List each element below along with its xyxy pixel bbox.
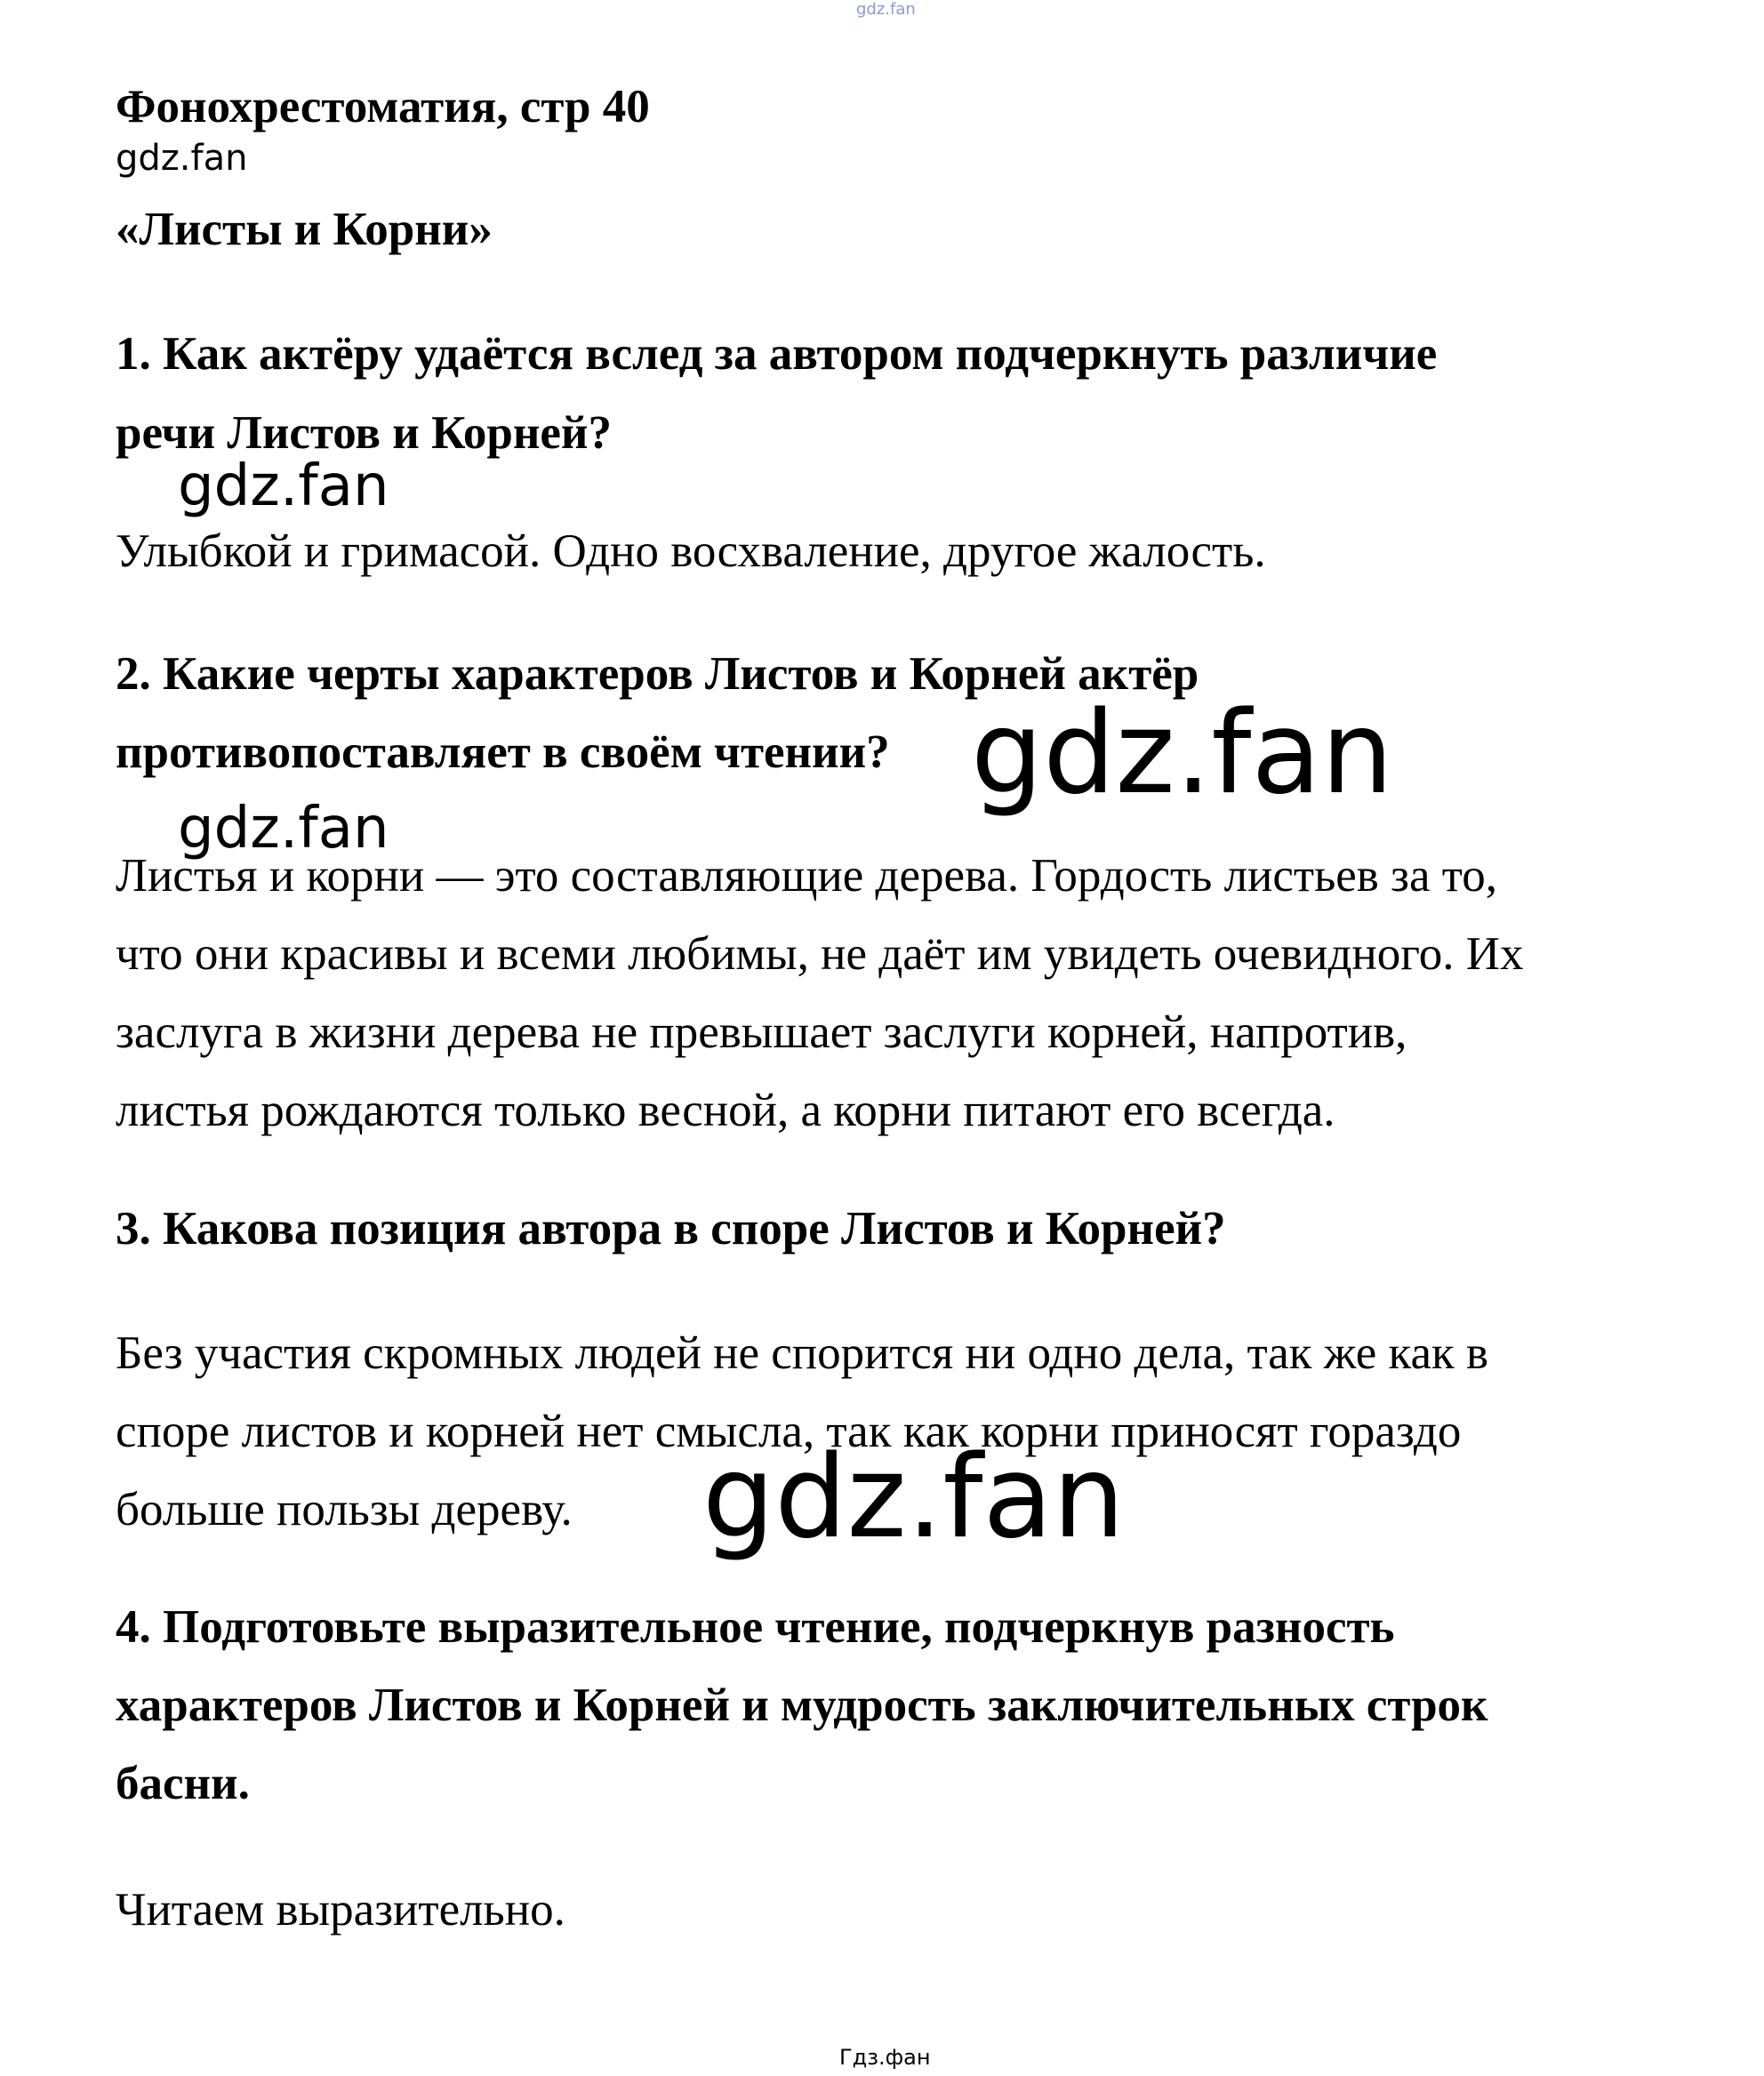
question-4-line-1: 4. Подготовьте выразительное чтение, подчеркнув разность	[116, 1601, 1395, 1653]
question-2-line-2: противопоставляет в своём чтении?	[116, 726, 890, 778]
watermark-under-title: gdz.fan	[116, 138, 248, 179]
question-3-line-1: 3. Какова позиция автора в споре Листов и Корней?	[116, 1203, 1226, 1254]
watermark-after-q2-small: gdz.fan	[178, 796, 389, 862]
watermark-top: gdz.fan	[856, 0, 916, 19]
page-title: Фонохрестоматия, стр 40	[116, 81, 650, 132]
question-4-line-3: басни.	[116, 1758, 250, 1809]
answer-2-line-1: Листья и корни — это составляющие дерева. Гордость листьев за то,	[116, 850, 1497, 902]
answer-4-line-1: Читаем выразительно.	[116, 1884, 565, 1936]
question-1-line-1: 1. Как актёру удаётся вслед за автором подчеркнуть различие	[116, 328, 1438, 380]
question-4-line-2: характеров Листов и Корней и мудрость заключительных строк	[116, 1679, 1488, 1731]
watermark-after-q2-big: gdz.fan	[971, 687, 1393, 820]
watermark-answer-3-big: gdz.fan	[702, 1431, 1125, 1564]
watermark-after-q1: gdz.fan	[178, 453, 389, 519]
question-2-line-1: 2. Какие черты характеров Листов и Корней актёр	[116, 648, 1199, 700]
question-1-line-2: речи Листов и Корней?	[116, 407, 612, 459]
page-subtitle: «Листы и Корни»	[116, 204, 493, 255]
answer-3-line-3: больше пользы дереву.	[116, 1484, 573, 1535]
answer-2-line-3: заслуга в жизни дерева не превышает заслуги корней, напротив,	[116, 1006, 1407, 1058]
answer-3-line-2: споре листов и корней нет смысла, так как корни приносят гораздо	[116, 1406, 1462, 1457]
answer-1-line-1: Улыбкой и гримасой. Одно восхваление, другое жалость.	[116, 525, 1266, 577]
answer-2-line-2: что они красивы и всеми любимы, не даёт им увидеть очевидного. Их	[116, 928, 1524, 980]
answer-2-line-4: листья рождаются только весной, а корни питают его всегда.	[116, 1085, 1335, 1136]
watermark-footer: Гдз.фан	[839, 2045, 931, 2070]
answer-3-line-1: Без участия скромных людей не спорится ни одно дела, так же как в	[116, 1327, 1488, 1379]
